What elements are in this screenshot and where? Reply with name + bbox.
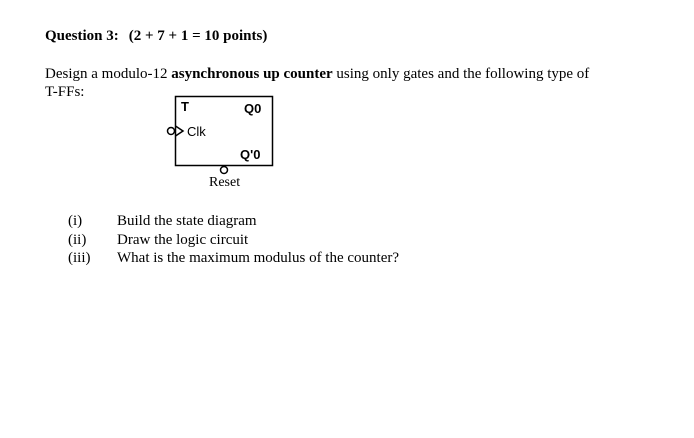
ff-clk-label: Clk — [187, 124, 206, 139]
task-number: (iii) — [68, 250, 91, 266]
problem-text-before: Design a modulo-12 — [45, 66, 172, 82]
clk-inversion-bubble — [168, 128, 175, 135]
ff-q-label: Q0 — [244, 101, 262, 116]
question-points: (2 + 7 + 1 = 10 points) — [128, 28, 268, 44]
problem-text-after: using only gates and the following type of — [332, 66, 590, 82]
task-item — [68, 249, 399, 268]
task-text: Build the state diagram — [117, 213, 257, 229]
task-text: Draw the logic circuit — [117, 231, 249, 248]
clk-edge-triangle — [176, 126, 184, 136]
task-item — [68, 212, 399, 231]
ff-t-label: T — [181, 99, 189, 114]
problem-text-bold: asynchronous up counter — [171, 66, 333, 82]
problem-line-2: T-FFs: — [45, 84, 85, 100]
ff-reset-label: Reset — [209, 175, 241, 190]
question-label: Question 3: — [45, 28, 119, 44]
task-item — [68, 231, 399, 250]
ff-qbar-label: Q'0 — [240, 147, 261, 162]
task-text: What is the maximum modulus of the counter? — [117, 250, 400, 266]
task-list — [68, 212, 399, 268]
task-number: (i) — [68, 213, 83, 229]
task-number: (ii) — [68, 231, 87, 248]
reset-inversion-bubble — [221, 167, 228, 174]
